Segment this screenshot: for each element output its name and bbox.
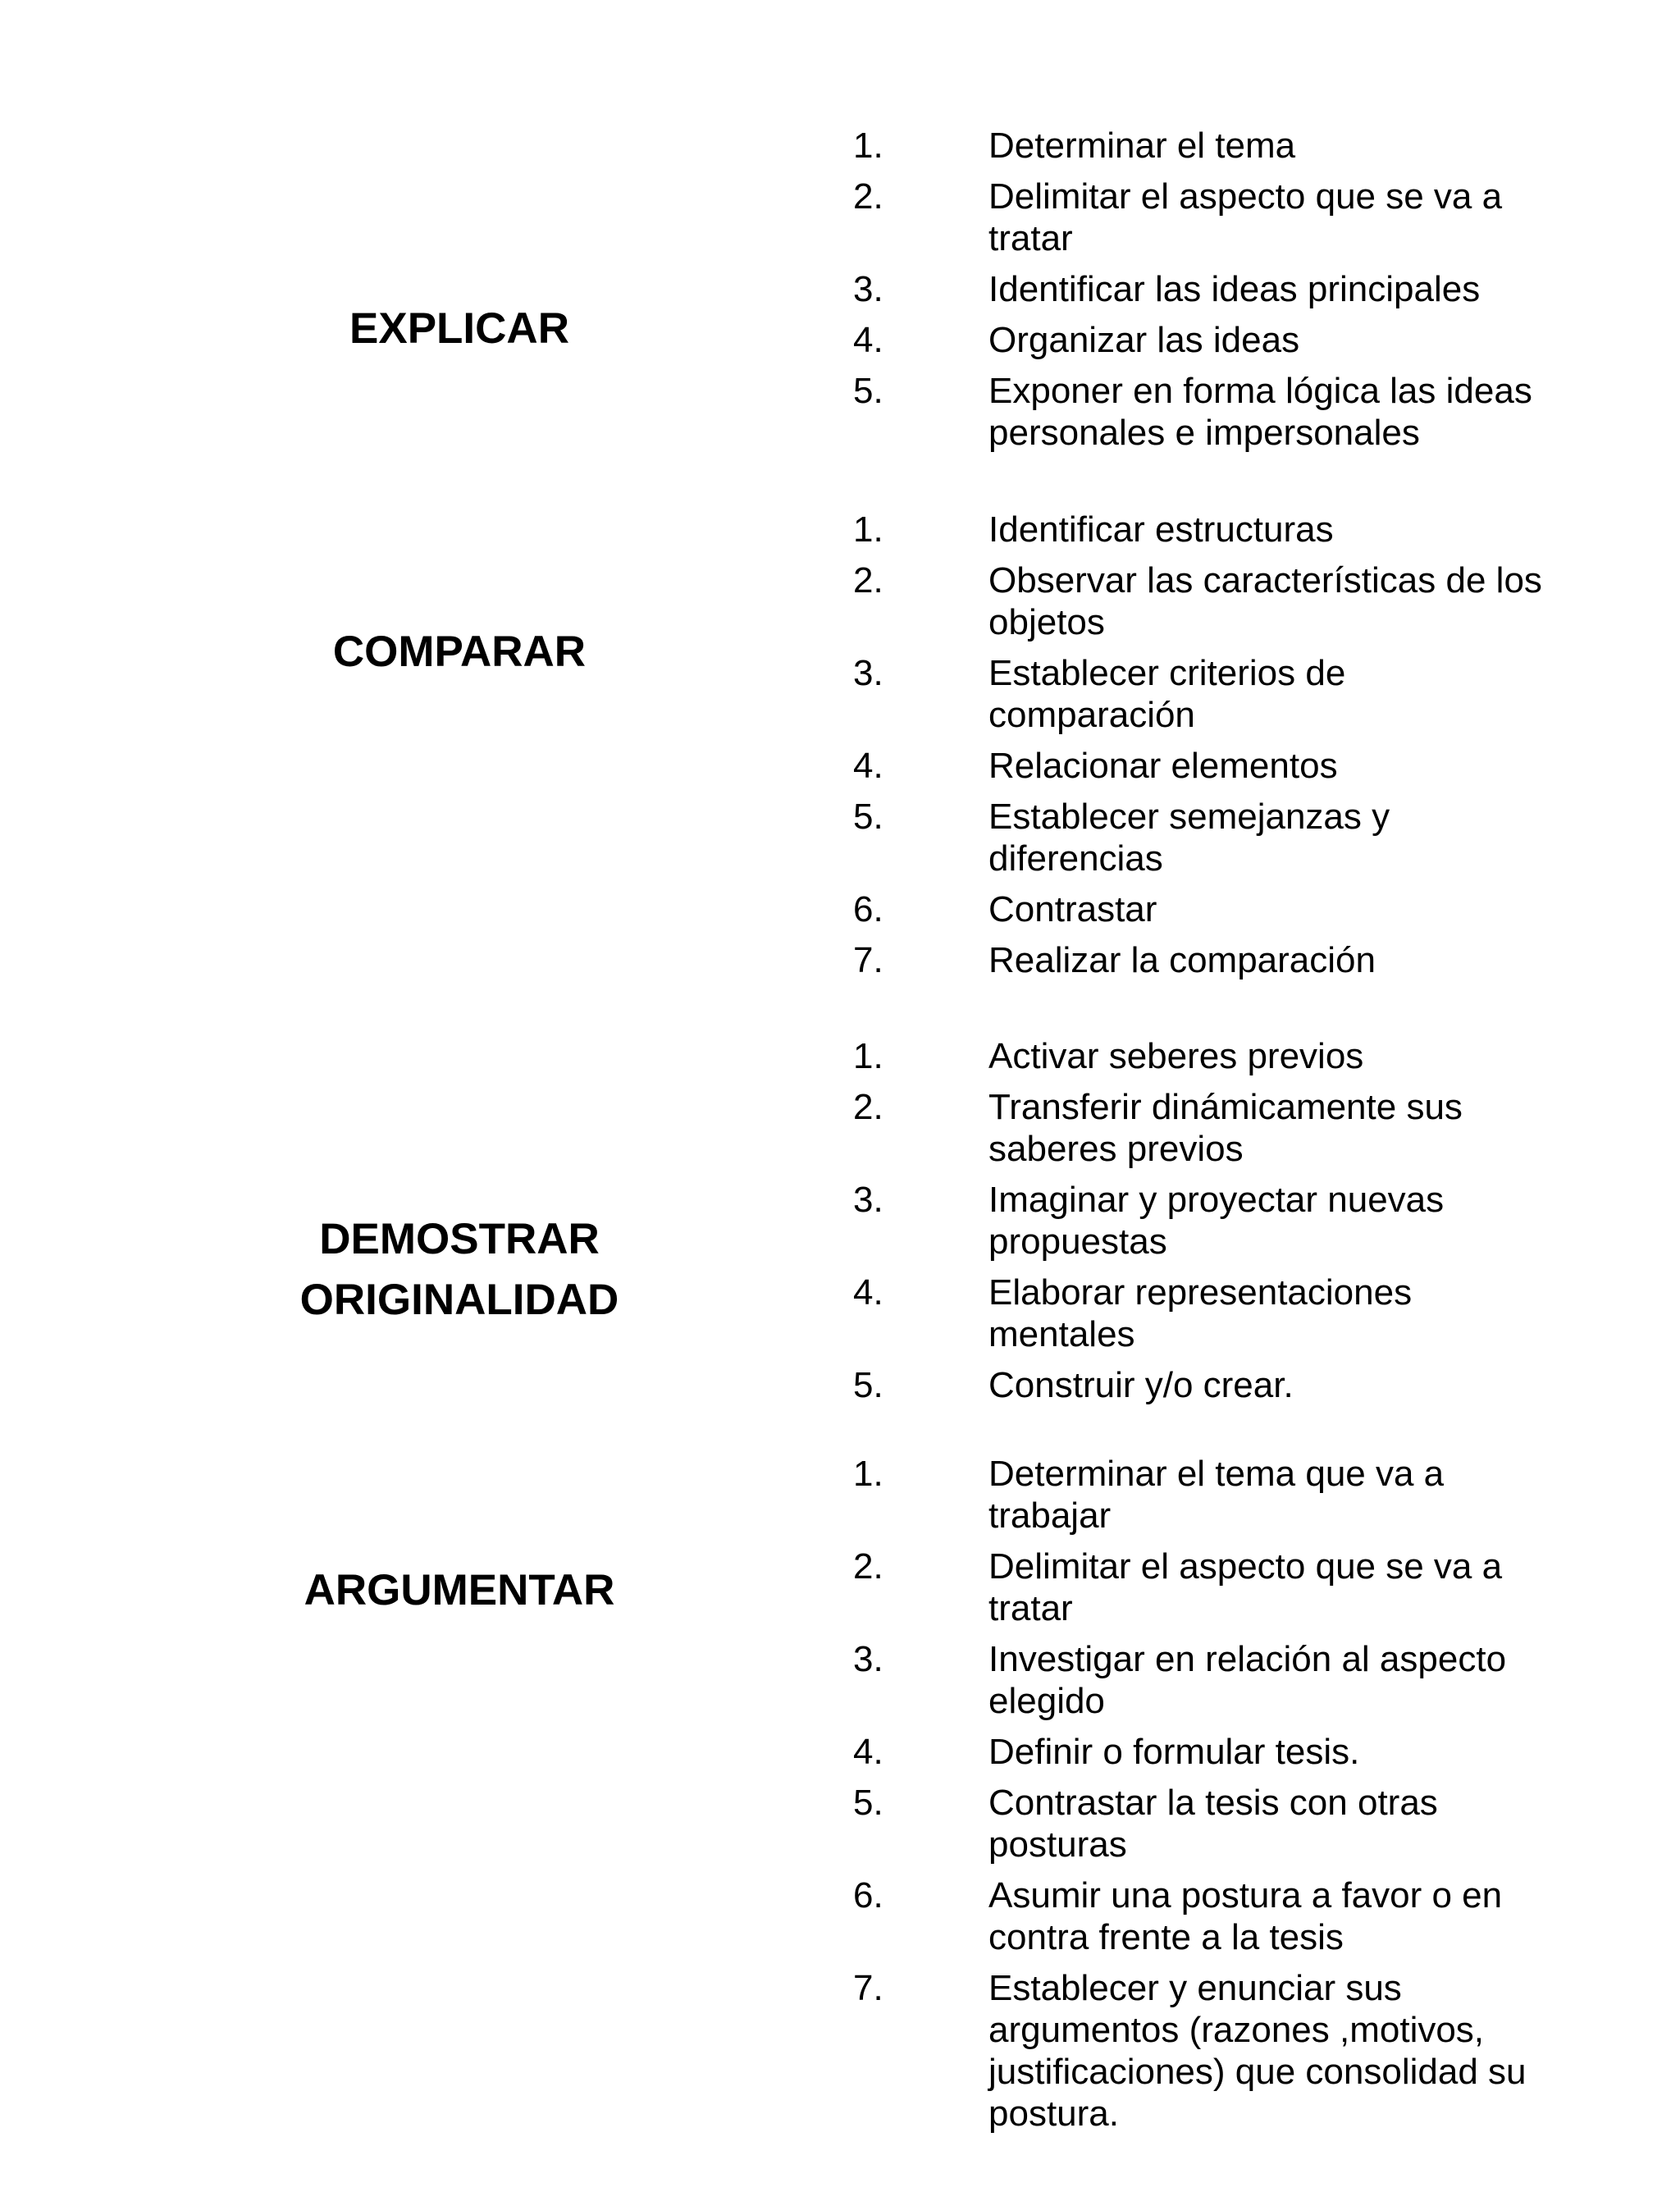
step-number: 3.: [853, 653, 883, 693]
step-text: Establecer semejanzas y diferencias: [988, 797, 1390, 879]
step-text: Delimitar el aspecto que se va a tratar: [988, 1546, 1503, 1628]
step-number: 6.: [853, 889, 883, 929]
step-number: 4.: [853, 746, 883, 786]
step-number: 5.: [853, 1783, 883, 1823]
step-number: 2.: [853, 560, 883, 600]
step-number: 1.: [853, 1454, 883, 1494]
step-number: 2.: [853, 1087, 883, 1127]
list-item: [853, 125, 1571, 167]
step-text: Contrastar la tesis con otras posturas: [988, 1783, 1438, 1865]
step-number: 1.: [853, 1036, 883, 1076]
step-text: Realizar la comparación: [988, 940, 1376, 980]
step-number: 3.: [853, 1639, 883, 1679]
list-item: [853, 1272, 1546, 1355]
step-number: 4.: [853, 1272, 883, 1313]
step-number: 1.: [853, 509, 883, 550]
step-text: Asumir una postura a favor o en contra frente a la tesis: [988, 1875, 1503, 1957]
step-text: Exponer en forma lógica las ideas personales e impersonales: [988, 371, 1532, 453]
skill-heading: COMPARAR: [332, 628, 587, 676]
list-item: [853, 1035, 1596, 1077]
skill-heading: DEMOSTRAR ORIGINALIDAD: [299, 1215, 619, 1324]
step-text: Delimitar el aspecto que se va a tratar: [988, 176, 1503, 258]
list-item: [853, 652, 1448, 736]
step-text: Contrastar: [988, 889, 1157, 929]
steps-list: [853, 125, 1575, 463]
list-item: [853, 1967, 1591, 2135]
step-text: Investigar en relación al aspecto elegido: [988, 1639, 1507, 1721]
list-item: [853, 796, 1444, 879]
steps-list: [853, 509, 1575, 990]
step-number: 1.: [853, 126, 883, 166]
step-number: 3.: [853, 1180, 883, 1220]
step-number: 5.: [853, 797, 883, 837]
list-item: [853, 1453, 1571, 1536]
step-text: Identificar estructuras: [988, 509, 1334, 550]
step-text: Determinar el tema que va a trabajar: [988, 1454, 1445, 1536]
step-text: Establecer y enunciar sus argumentos (razones ,motivos, justificaciones) que consolidad su postura.: [988, 1968, 1527, 2134]
list-item: [853, 1731, 1571, 1773]
step-number: 7.: [853, 1968, 883, 2008]
list-item: [853, 509, 1608, 550]
list-item: [853, 1874, 1571, 1958]
step-text: Activar seberes previos: [988, 1036, 1364, 1076]
list-item: [853, 1364, 1596, 1406]
list-item: [853, 319, 1571, 361]
list-item: [853, 745, 1608, 787]
step-text: Imaginar y proyectar nuevas propuestas: [988, 1180, 1445, 1262]
step-number: 5.: [853, 371, 883, 411]
step-text: Definir o formular tesis.: [988, 1732, 1360, 1772]
step-text: Construir y/o crear.: [988, 1365, 1294, 1405]
list-item: [853, 1638, 1571, 1722]
step-number: 4.: [853, 320, 883, 360]
step-text: Elaborar representaciones mentales: [988, 1272, 1413, 1354]
step-number: 6.: [853, 1875, 883, 1915]
list-item: [853, 268, 1571, 310]
step-text: Establecer criterios de comparación: [988, 653, 1346, 735]
list-item: [853, 370, 1571, 454]
list-item: [853, 1179, 1513, 1263]
skill-heading: ARGUMENTAR: [304, 1566, 615, 1614]
step-text: Observar las características de los objetos: [988, 560, 1542, 642]
step-number: 2.: [853, 176, 883, 217]
list-item: [853, 939, 1608, 981]
step-number: 4.: [853, 1732, 883, 1772]
steps-list: [853, 1453, 1575, 2144]
list-item: [853, 888, 1608, 930]
step-text: Organizar las ideas: [988, 320, 1300, 360]
step-number: 3.: [853, 269, 883, 309]
skill-heading: EXPLICAR: [349, 304, 569, 353]
list-item: [853, 1782, 1571, 1865]
step-number: 5.: [853, 1365, 883, 1405]
steps-list: [853, 1035, 1575, 1415]
step-text: Relacionar elementos: [988, 746, 1338, 786]
step-number: 7.: [853, 940, 883, 980]
list-item: [853, 1086, 1596, 1170]
list-item: [853, 176, 1571, 259]
step-text: Transferir dinámicamente sus saberes previos: [988, 1087, 1463, 1169]
list-item: [853, 559, 1608, 643]
step-number: 2.: [853, 1546, 883, 1587]
step-text: Determinar el tema: [988, 126, 1296, 166]
step-text: Identificar las ideas principales: [988, 269, 1481, 309]
list-item: [853, 1546, 1571, 1629]
